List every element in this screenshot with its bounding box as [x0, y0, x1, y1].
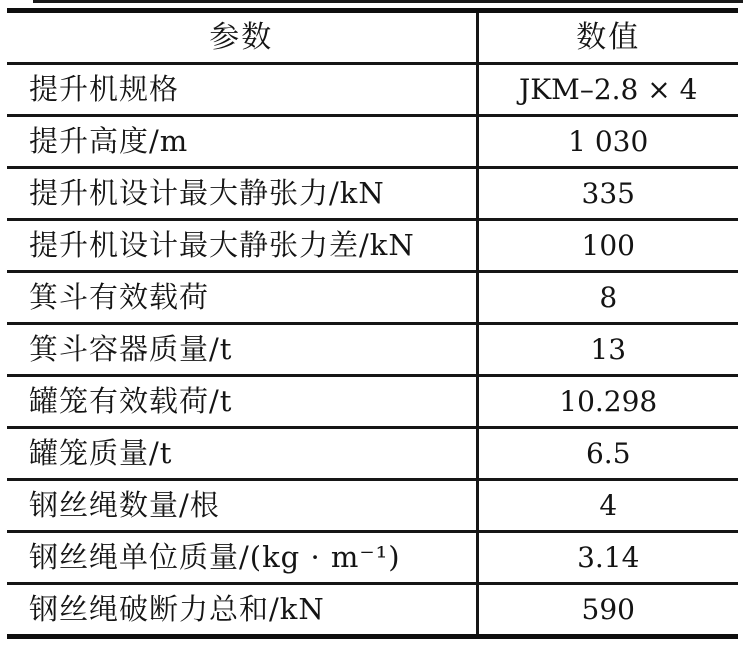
param-cell: 提升机设计最大静张力差/kN [7, 220, 477, 272]
table-row [7, 64, 738, 116]
value-cell: 1 030 [477, 116, 738, 168]
table-header-row [7, 11, 738, 64]
parameter-table [7, 8, 738, 639]
param-cell: 箕斗有效载荷 [7, 272, 477, 324]
value-cell: 10.298 [477, 376, 738, 428]
column-header-param: 参数 [7, 11, 477, 64]
param-cell: 提升机规格 [7, 64, 477, 116]
value-cell: 3.14 [477, 532, 738, 584]
table-row [7, 428, 738, 480]
value-cell: 13 [477, 324, 738, 376]
param-cell: 提升高度/m [7, 116, 477, 168]
table-row [7, 480, 738, 532]
cropped-rule-fragment [33, 0, 743, 3]
param-cell: 提升机设计最大静张力/kN [7, 168, 477, 220]
value-cell: 8 [477, 272, 738, 324]
value-cell: 335 [477, 168, 738, 220]
param-cell: 钢丝绳破断力总和/kN [7, 584, 477, 637]
param-cell: 罐笼有效载荷/t [7, 376, 477, 428]
table-row [7, 532, 738, 584]
column-header-value: 数值 [477, 11, 738, 64]
table-row [7, 376, 738, 428]
table-row [7, 168, 738, 220]
table-row [7, 324, 738, 376]
param-cell: 钢丝绳数量/根 [7, 480, 477, 532]
table-row [7, 220, 738, 272]
table-row [7, 272, 738, 324]
table-row [7, 116, 738, 168]
param-cell: 箕斗容器质量/t [7, 324, 477, 376]
value-cell: 100 [477, 220, 738, 272]
param-cell: 罐笼质量/t [7, 428, 477, 480]
value-cell: 590 [477, 584, 738, 637]
param-cell: 钢丝绳单位质量/(kg · m⁻¹) [7, 532, 477, 584]
value-cell: 6.5 [477, 428, 738, 480]
value-cell: 4 [477, 480, 738, 532]
table-row [7, 584, 738, 637]
value-cell: JKM–2.8 × 4 [477, 64, 738, 116]
